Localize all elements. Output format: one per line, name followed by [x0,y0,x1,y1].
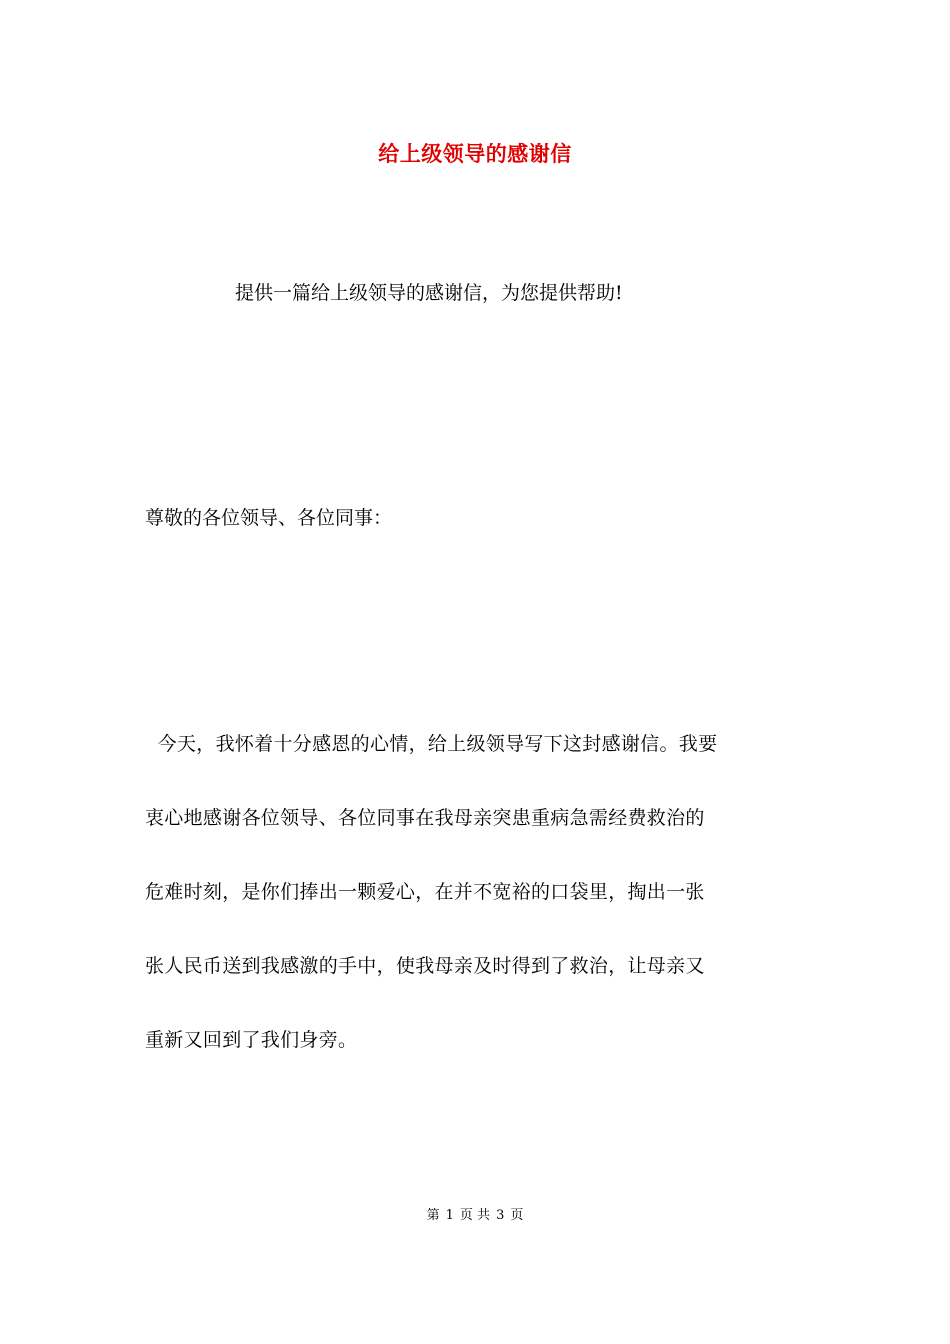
body-line: 危难时刻，是你们捧出一颗爱心，在并不宽裕的口袋里，掏出一张 [145,881,705,903]
body-line: 重新又回到了我们身旁。 [145,1029,358,1051]
page-footer [0,1206,950,1226]
current-page-number: 1 [445,1208,454,1223]
page-label-mid: 页 共 [459,1208,491,1223]
body-line: 张人民币送到我感激的手中，使我母亲及时得到了救治，让母亲又 [145,955,705,977]
intro-text: 提供一篇给上级领导的感谢信，为您提供帮助! [235,282,623,304]
total-pages-number: 3 [496,1208,505,1223]
body-paragraph [145,726,717,1096]
page-label-suffix: 页 [510,1208,524,1223]
salutation: 尊敬的各位领导、各位同事： [145,507,393,529]
page-label-prefix: 第 [426,1208,440,1223]
body-line: 衷心地感谢各位领导、各位同事在我母亲突患重病急需经费救治的 [145,807,705,829]
body-line: 今天，我怀着十分感恩的心情，给上级领导写下这封感谢信。我要 [145,733,718,755]
page-title: 给上级领导的感谢信 [378,141,572,166]
